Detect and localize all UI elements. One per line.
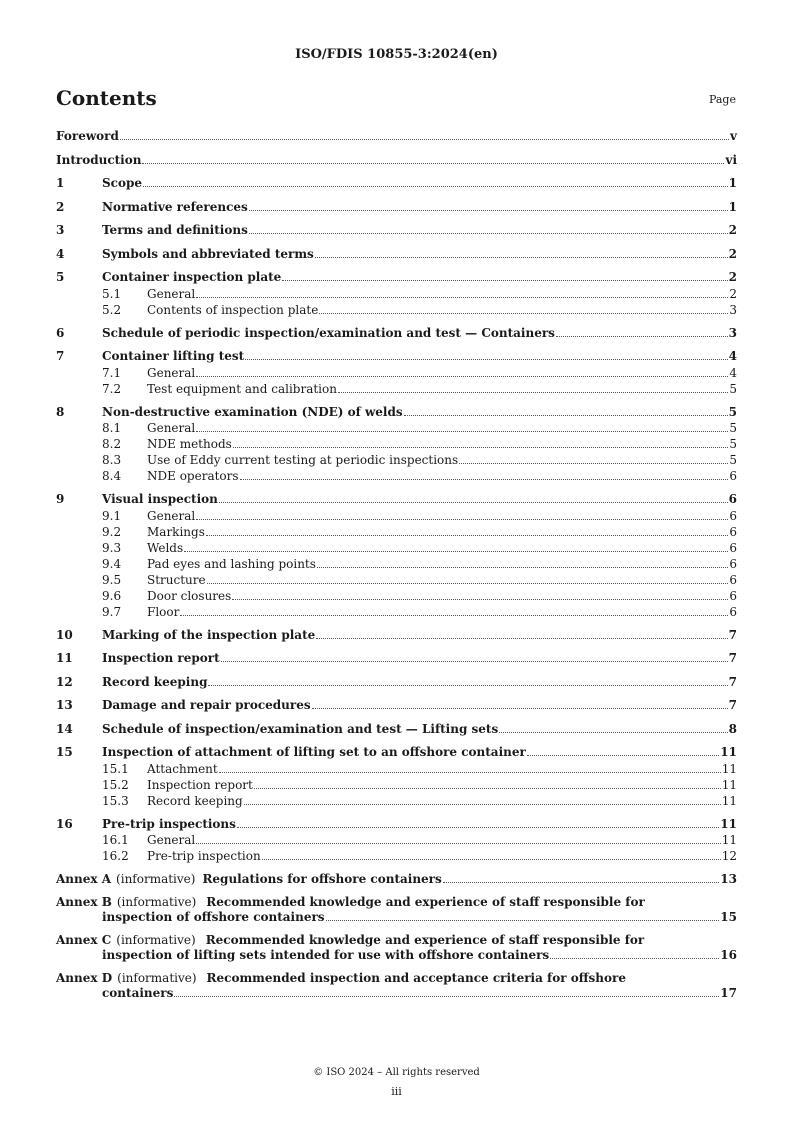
- toc-entry-page: 6: [728, 492, 737, 506]
- toc-entry-text: Structure: [147, 572, 206, 587]
- toc-entry-page: 2: [728, 223, 737, 237]
- toc-entry-clause-15[interactable]: [56, 745, 737, 761]
- toc-entry-annex-c[interactable]: [56, 933, 737, 963]
- copyright-footer: © ISO 2024 – All rights reserved: [313, 1067, 480, 1078]
- toc-entry-text: Normative references: [102, 199, 248, 214]
- toc-entry-text: General: [147, 833, 196, 847]
- toc-entry-page: 2: [728, 270, 737, 284]
- toc-entry-subclause-9-1[interactable]: [56, 508, 737, 524]
- dot-leader: [443, 882, 720, 883]
- toc-entry-number: 11: [56, 651, 73, 665]
- dot-leader: [143, 186, 728, 187]
- toc-entry-page: 3: [729, 302, 737, 317]
- dot-leader: [338, 392, 728, 393]
- toc-entry-number: 9: [56, 492, 65, 506]
- toc-entry-number: 8.4: [102, 469, 122, 483]
- dot-leader: [219, 502, 728, 503]
- toc-entry-clause-4[interactable]: [56, 247, 737, 263]
- toc-entry-clause-2[interactable]: [56, 200, 737, 216]
- toc-entry-number: 9.6: [102, 588, 122, 603]
- toc-entry-number: 5.2: [102, 302, 122, 317]
- toc-entry-page: 1: [728, 199, 737, 214]
- toc-entry-number: 16: [56, 816, 73, 831]
- toc-entry-subclause-8-4[interactable]: [56, 468, 737, 484]
- dot-leader: [249, 233, 728, 234]
- toc-entry-text: General: [147, 508, 196, 523]
- dot-leader: [262, 859, 721, 860]
- toc-entry-subclause-16-1[interactable]: [56, 832, 737, 848]
- toc-entry-page: 12: [721, 849, 737, 863]
- annex-title: Recommended knowledge and experience of staff responsible for: [205, 933, 645, 947]
- annex-first-line: [56, 933, 737, 948]
- annex-informative: (informative): [116, 872, 196, 886]
- dot-leader: [196, 376, 728, 377]
- annex-informative: (informative): [116, 895, 197, 909]
- annex-second-line: [56, 986, 737, 1001]
- toc-entry-page: 15: [720, 910, 737, 924]
- toc-entry-page: 17: [720, 986, 737, 1000]
- toc-entry-text: Visual inspection: [102, 492, 218, 506]
- dot-leader: [245, 359, 727, 360]
- toc-entry-page: 7: [728, 627, 737, 642]
- toc-entry-subclause-15-2[interactable]: [56, 777, 737, 793]
- toc-entry-number: 14: [56, 721, 73, 736]
- toc-entry-page: 16: [720, 948, 737, 962]
- toc-entry-clause-3[interactable]: [56, 223, 737, 239]
- page-number: iii: [391, 1085, 402, 1098]
- toc-entry-clause-12[interactable]: [56, 675, 737, 691]
- dot-leader: [312, 708, 728, 709]
- toc-entry-page: 2: [728, 246, 737, 261]
- toc-entry-text: NDE methods: [147, 437, 232, 451]
- toc-entry-annex-a[interactable]: [56, 872, 737, 887]
- toc-entry-page: 5: [728, 404, 737, 419]
- toc-entry-text: Damage and repair procedures: [102, 698, 311, 712]
- toc-entry-text: Foreword: [56, 129, 119, 143]
- toc-entry-text: Marking of the inspection plate: [102, 627, 316, 642]
- toc-clauses: [56, 176, 737, 864]
- toc-entry-subclause-8-3[interactable]: [56, 452, 737, 468]
- toc-entry-text: Record keeping: [102, 674, 208, 689]
- toc-entry-text: Pad eyes and lashing points: [147, 556, 316, 571]
- toc-entry-number: 9.5: [102, 572, 122, 587]
- toc-annexes: [56, 872, 737, 1001]
- toc-entry-foreword[interactable]: [56, 129, 737, 145]
- toc-entry-text: Record keeping: [147, 793, 243, 808]
- toc-entry-page: 7: [728, 698, 737, 712]
- toc-entry-clause-1[interactable]: [56, 176, 737, 192]
- toc-entry-text: Welds: [147, 540, 184, 555]
- toc-entry-page: 6: [729, 508, 737, 523]
- dot-leader: [233, 447, 729, 448]
- toc-entry-text: Inspection report: [102, 651, 220, 665]
- dot-leader: [207, 583, 729, 584]
- toc-entry-clause-5[interactable]: [56, 270, 737, 286]
- toc-entry-page: 6: [729, 556, 737, 571]
- toc-entry-annex-d[interactable]: [56, 971, 737, 1001]
- toc-entry-subclause-9-5[interactable]: [56, 572, 737, 588]
- dot-leader: [499, 732, 727, 733]
- toc-entry-text: Schedule of inspection/examination and test — Lifting sets: [102, 721, 499, 736]
- toc-entry-annex-b[interactable]: [56, 895, 737, 925]
- toc-entry-page: 11: [721, 777, 737, 792]
- dot-leader: [240, 479, 729, 480]
- annex-letter: Annex B: [56, 895, 112, 909]
- toc-entry-page: 3: [728, 325, 737, 340]
- toc-entry-subclause-7-2[interactable]: [56, 381, 737, 397]
- dot-leader: [196, 843, 720, 844]
- toc-entry-clause-14[interactable]: [56, 722, 737, 738]
- toc-entry-text: Schedule of periodic inspection/examination and test — Containers: [102, 325, 555, 340]
- toc-entry-text: NDE operators: [147, 469, 239, 483]
- dot-leader: [196, 297, 728, 298]
- dot-leader: [219, 772, 721, 773]
- toc-entry-page: 6: [729, 469, 737, 483]
- toc-entry-text: Inspection report: [147, 777, 253, 792]
- toc-entry-page: 6: [729, 524, 737, 539]
- annex-title: Recommended inspection and acceptance criteria for offshore: [206, 971, 626, 985]
- toc-entry-text: Non-destructive examination (NDE) of welds: [102, 404, 403, 419]
- toc-entry-page: 11: [721, 761, 737, 776]
- toc-entry-page: 11: [720, 816, 737, 831]
- toc-entry-number: 8.3: [102, 453, 122, 467]
- dot-leader: [319, 313, 728, 314]
- toc-entry-number: 7: [56, 349, 65, 363]
- toc-entry-page: 1: [728, 176, 737, 190]
- toc-entry-number: 5: [56, 270, 65, 284]
- toc-entry-clause-16[interactable]: [56, 817, 737, 833]
- toc-entry-number: 15: [56, 745, 73, 759]
- toc-entry-text: Scope: [102, 176, 143, 190]
- toc-entry-number: 15.2: [102, 777, 129, 792]
- dot-leader: [326, 920, 720, 921]
- dot-leader: [206, 535, 729, 536]
- toc-entry-number: 8.2: [102, 437, 122, 451]
- toc-entry-number: 9.4: [102, 556, 122, 571]
- toc-entry-page: 5: [729, 381, 737, 396]
- toc-entry-number: 2: [56, 199, 65, 214]
- toc-entry-number: 10: [56, 627, 73, 642]
- toc-entry-page: 5: [729, 453, 737, 467]
- toc-entry-subclause-9-2[interactable]: [56, 524, 737, 540]
- toc-entry-clause-9[interactable]: [56, 492, 737, 508]
- toc-entry-subclause-15-3[interactable]: [56, 793, 737, 809]
- toc-entry-clause-11[interactable]: [56, 651, 737, 667]
- toc-entry-subclause-7-1[interactable]: [56, 365, 737, 381]
- toc-entry-page: 7: [728, 674, 737, 689]
- toc-entry-subclause-9-7[interactable]: [56, 604, 737, 620]
- annex-title: Regulations for offshore containers: [202, 872, 442, 886]
- toc-entry-number: 5.1: [102, 286, 122, 301]
- toc-entry-number: 16.2: [102, 849, 129, 863]
- toc-entry-text: Pre-trip inspections: [102, 816, 236, 831]
- toc-entry-page: 6: [729, 572, 737, 587]
- toc-entry-number: 6: [56, 325, 65, 340]
- annex-first-line: [56, 971, 737, 986]
- toc-entry-number: 12: [56, 674, 73, 689]
- dot-leader: [249, 210, 728, 211]
- toc-entry-page: 4: [729, 365, 737, 380]
- toc-entry-number: 8.1: [102, 421, 122, 435]
- toc-entry-clause-6[interactable]: [56, 326, 737, 342]
- toc-entry-subclause-8-1[interactable]: [56, 420, 737, 436]
- toc-entry-number: 4: [56, 246, 65, 261]
- toc-entry-page: 2: [729, 286, 737, 301]
- dot-leader: [404, 415, 728, 416]
- dot-leader: [120, 139, 729, 140]
- toc-entry-text: Contents of inspection plate: [147, 302, 319, 317]
- toc-entry-text: Markings: [147, 524, 205, 539]
- toc-entry-number: 9.1: [102, 508, 122, 523]
- dot-leader: [237, 827, 719, 828]
- toc-entry-number: 9.3: [102, 540, 122, 555]
- dot-leader: [174, 996, 719, 997]
- toc-entry-number: 15.1: [102, 761, 129, 776]
- toc-entry-number: 3: [56, 223, 65, 237]
- dot-leader: [208, 685, 727, 686]
- dot-leader: [317, 567, 728, 568]
- dot-leader: [244, 804, 721, 805]
- toc-entry-clause-13[interactable]: [56, 698, 737, 714]
- toc-entry-text: Inspection of attachment of lifting set to an offshore container: [102, 745, 526, 759]
- toc-entry-page: 6: [729, 588, 737, 603]
- toc-entry-introduction[interactable]: [56, 153, 737, 169]
- toc-entry-page: 6: [729, 540, 737, 555]
- toc-entry-page: 11: [721, 793, 737, 808]
- toc-entry-number: 9.7: [102, 604, 122, 619]
- dot-leader: [180, 615, 728, 616]
- annex-title-continued: containers: [102, 986, 174, 1000]
- toc-entry-text: Use of Eddy current testing at periodic inspections: [147, 453, 459, 467]
- dot-leader: [196, 519, 728, 520]
- toc-entry-clause-7[interactable]: [56, 349, 737, 365]
- toc-entry-clause-8[interactable]: [56, 405, 737, 421]
- dot-leader: [142, 163, 724, 164]
- toc-entry-number: 13: [56, 698, 73, 712]
- toc-entry-text: Door closures: [147, 588, 232, 603]
- annex-title-continued: inspection of offshore containers: [102, 910, 325, 924]
- toc-entry-page: 6: [729, 604, 737, 619]
- dot-leader: [459, 463, 728, 464]
- dot-leader: [184, 551, 728, 552]
- toc-entry-subclause-15-1[interactable]: [56, 761, 737, 777]
- toc-entry-page: vi: [725, 152, 737, 167]
- toc-entry-text: Symbols and abbreviated terms: [102, 246, 314, 261]
- toc-entry-text: Test equipment and calibration: [147, 381, 337, 396]
- toc-entry-page: 4: [728, 349, 737, 363]
- document-id-header: ISO/FDIS 10855-3:2024(en): [295, 47, 498, 62]
- annex-title-continued: inspection of lifting sets intended for use with offshore containers: [102, 948, 550, 962]
- dot-leader: [527, 755, 719, 756]
- toc-entry-number: 1: [56, 176, 65, 190]
- toc-entry-page: 5: [729, 437, 737, 451]
- toc-entry-page: 11: [721, 833, 737, 847]
- annex-line: [56, 872, 737, 887]
- contents-title: Contents: [56, 86, 157, 110]
- table-of-contents: [56, 126, 737, 1001]
- dot-leader: [550, 958, 719, 959]
- dot-leader: [316, 638, 727, 639]
- dot-leader: [232, 599, 728, 600]
- dot-leader: [556, 336, 728, 337]
- dot-leader: [315, 257, 728, 258]
- toc-entry-page: 7: [728, 651, 737, 665]
- toc-entry-page: v: [730, 129, 737, 143]
- toc-entry-number: 9.2: [102, 524, 122, 539]
- dot-leader: [196, 431, 728, 432]
- dot-leader: [282, 280, 727, 281]
- toc-entry-page: 11: [720, 745, 737, 759]
- toc-entry-number: 8: [56, 404, 65, 419]
- annex-letter: Annex C: [56, 933, 112, 947]
- toc-entry-page: 13: [720, 872, 737, 886]
- annex-informative: (informative): [117, 971, 197, 985]
- toc-entry-text: General: [147, 286, 196, 301]
- toc-entry-number: 15.3: [102, 793, 129, 808]
- annex-letter: Annex A: [56, 872, 112, 886]
- toc-entry-text: Floor: [147, 604, 180, 619]
- toc-entry-page: 8: [728, 721, 737, 736]
- toc-entry-subclause-9-6[interactable]: [56, 588, 737, 604]
- toc-entry-text: Introduction: [56, 152, 142, 167]
- annex-second-line: [56, 948, 737, 963]
- annex-informative: (informative): [116, 933, 196, 947]
- annex-title: Recommended knowledge and experience of staff responsible for: [206, 895, 645, 909]
- toc-entry-subclause-9-4[interactable]: [56, 556, 737, 572]
- toc-entry-number: 7.1: [102, 365, 122, 380]
- toc-entry-text: Pre-trip inspection: [147, 849, 261, 863]
- toc-entry-subclause-16-2[interactable]: [56, 848, 737, 864]
- toc-entry-text: Container inspection plate: [102, 270, 282, 284]
- toc-entry-subclause-8-2[interactable]: [56, 436, 737, 452]
- annex-first-line: [56, 895, 737, 910]
- toc-entry-number: 7.2: [102, 381, 122, 396]
- toc-entry-text: Terms and definitions: [102, 223, 248, 237]
- annex-letter: Annex D: [56, 971, 113, 985]
- dot-leader: [221, 661, 728, 662]
- toc-entry-clause-10[interactable]: [56, 628, 737, 644]
- annex-second-line: [56, 910, 737, 925]
- toc-entry-text: Container lifting test: [102, 349, 245, 363]
- toc-entry-text: Attachment: [147, 761, 218, 776]
- toc-entry-page: 5: [729, 421, 737, 435]
- toc-entry-subclause-5-1[interactable]: [56, 286, 737, 302]
- toc-entry-text: General: [147, 421, 196, 435]
- toc-entry-subclause-9-3[interactable]: [56, 540, 737, 556]
- dot-leader: [254, 788, 721, 789]
- toc-entry-number: 16.1: [102, 833, 129, 847]
- toc-entry-text: General: [147, 365, 196, 380]
- page-column-label: Page: [708, 93, 736, 106]
- toc-entry-subclause-5-2[interactable]: [56, 302, 737, 318]
